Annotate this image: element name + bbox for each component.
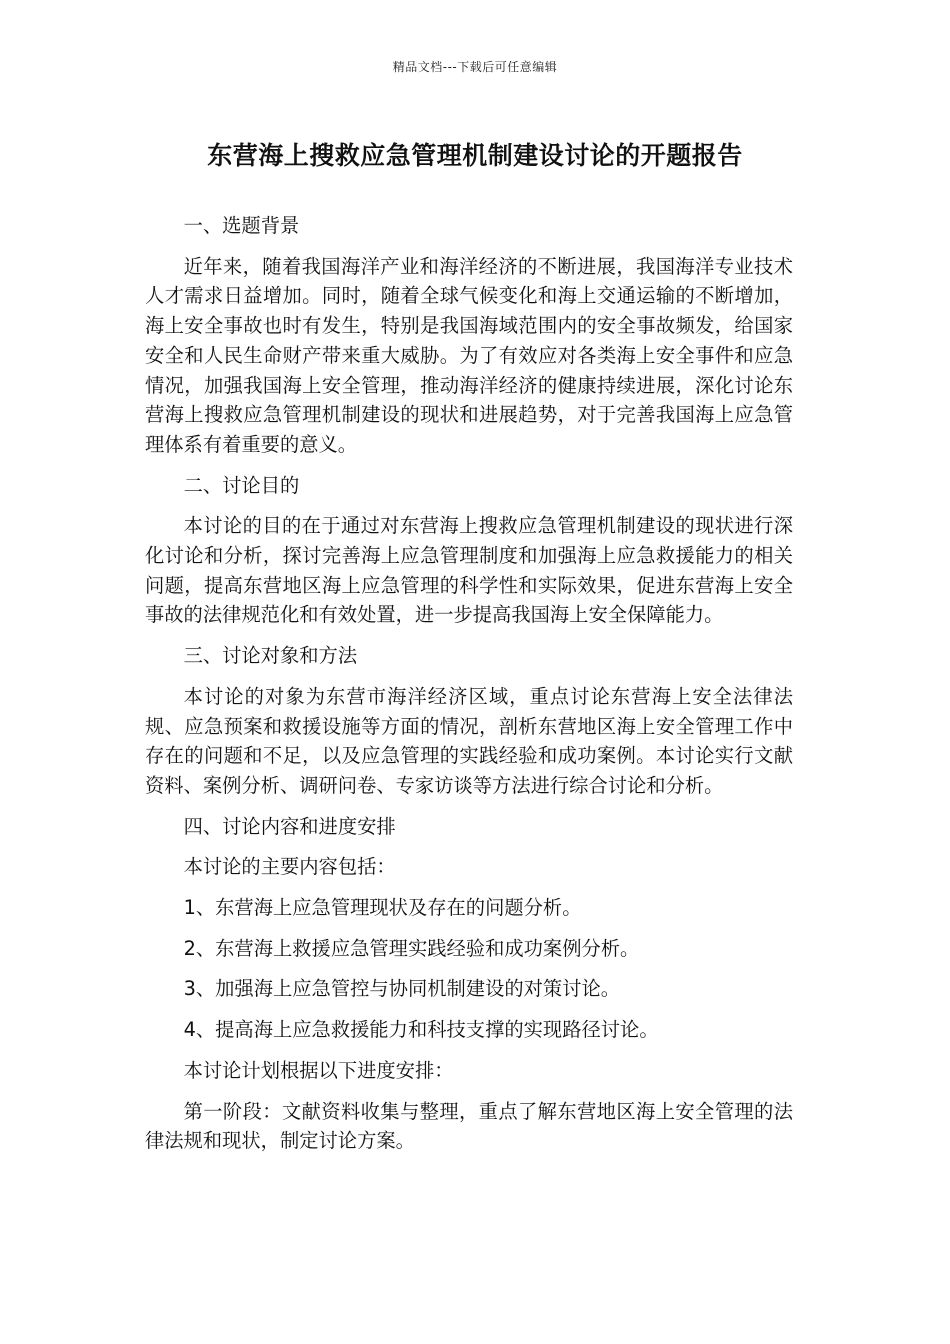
content-item-1: 1、东营海上应急管理现状及存在的问题分析。	[183, 896, 582, 920]
schedule-intro: 本讨论计划根据以下进度安排：	[183, 1058, 454, 1082]
paragraph-objects-methods: 本讨论的对象为东营市海洋经济区域，重点讨论东营海上安全法律法规、应急预案和救援设施等方面的情况，剖析东营地区海上安全管理工作中存在的问题和不足，以及应急管理的实践经验和成功案例。本讨论实行文献资料、案例分析、调研问卷、专家访谈等方法进行综合讨论和分析。	[145, 684, 793, 797]
content-intro: 本讨论的主要内容包括：	[183, 855, 396, 879]
section-heading-purpose: 二、讨论目的	[183, 473, 300, 497]
document-body	[145, 211, 793, 1167]
document-title: 东营海上搜救应急管理机制建设讨论的开题报告	[207, 141, 743, 170]
content-item-3: 3、加强海上应急管控与协同机制建设的对策讨论。	[183, 977, 621, 1001]
paragraph-purpose: 本讨论的目的在于通过对东营海上搜救应急管理机制建设的现状进行深化讨论和分析，探讨完善海上应急管理制度和加强海上应急救援能力的相关问题，提高东营地区海上应急管理的科学性和实际效果，促进东营海上安全事故的法律规范化和有效处置，进一步提高我国海上安全保障能力。	[145, 514, 793, 627]
header-note: 精品文档---下载后可任意编辑	[392, 60, 558, 74]
schedule-phase-1: 第一阶段：文献资料收集与整理，重点了解东营地区海上安全管理的法律法规和现状，制定讨论方案。	[145, 1099, 793, 1153]
section-heading-background: 一、选题背景	[183, 214, 300, 237]
section-heading-objects-methods: 三、讨论对象和方法	[183, 644, 358, 668]
paragraph-background: 近年来，随着我国海洋产业和海洋经济的不断进展，我国海洋专业技术人才需求日益增加。同时，随着全球气候变化和海上交通运输的不断增加，海上安全事故也时有发生，特别是我国海域范围内的安全事故频发，给国家安全和人民生命财产带来重大威胁。为了有效应对各类海上安全事件和应急情况，加强我国海上安全管理，推动海洋经济的健康持续进展，深化讨论东营海上搜救应急管理机制建设的现状和进展趋势，对于完善我国海上应急管理体系有着重要的意义。	[145, 254, 793, 456]
section-heading-content-schedule: 四、讨论内容和进度安排	[183, 814, 396, 838]
content-item-2: 2、东营海上救援应急管理实践经验和成功案例分析。	[183, 936, 640, 960]
content-item-4: 4、提高海上应急救援能力和科技支撑的实现路径讨论。	[183, 1018, 659, 1042]
